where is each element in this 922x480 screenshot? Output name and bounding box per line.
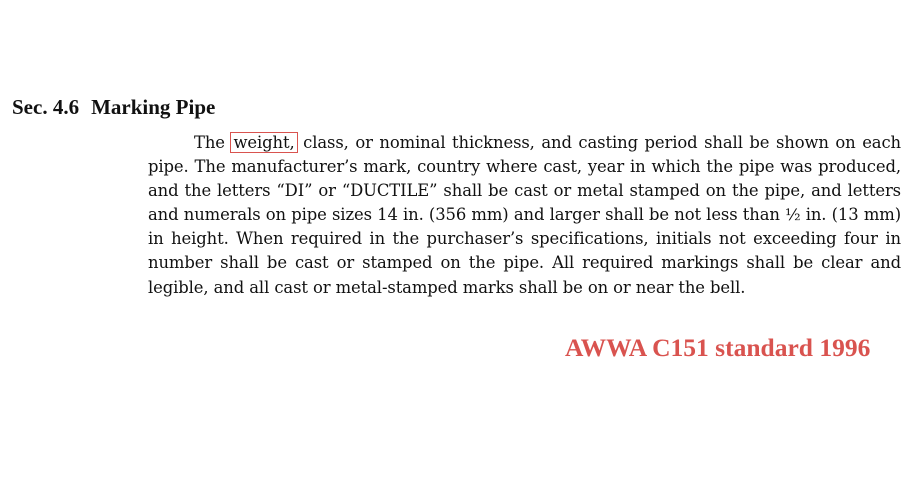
paragraph-text-part1: class, or nominal thickness, and casting period shall be shown on each pipe. The manufacturer’s mark, country where cast, year in which the pipe was produced, and the letters “DI” or “DUCTILE” shall be cast or metal stamped on the pipe, and letters and numerals on pipe sizes 14 in. (356 mm) and larger shall be not less than (148, 133, 902, 225)
section-title: Marking Pipe (91, 95, 216, 119)
paragraph-text-part2: in. (13 mm) in height. When required in the purchaser’s specifications, initials not exceeding four in number shall be cast or stamped on the pipe. All required markings shall be clear and legible, and all cast or metal-stamped marks shall be on or near the bell. (148, 205, 901, 297)
section-heading (12, 95, 215, 120)
paragraph-lead: The (194, 133, 232, 152)
highlighted-word: weight, (230, 132, 297, 153)
section-number: Sec. 4.6 (12, 95, 80, 119)
section-paragraph (148, 131, 901, 300)
fraction-half: ½ (785, 205, 801, 225)
citation-label: AWWA C151 standard 1996 (565, 333, 871, 362)
